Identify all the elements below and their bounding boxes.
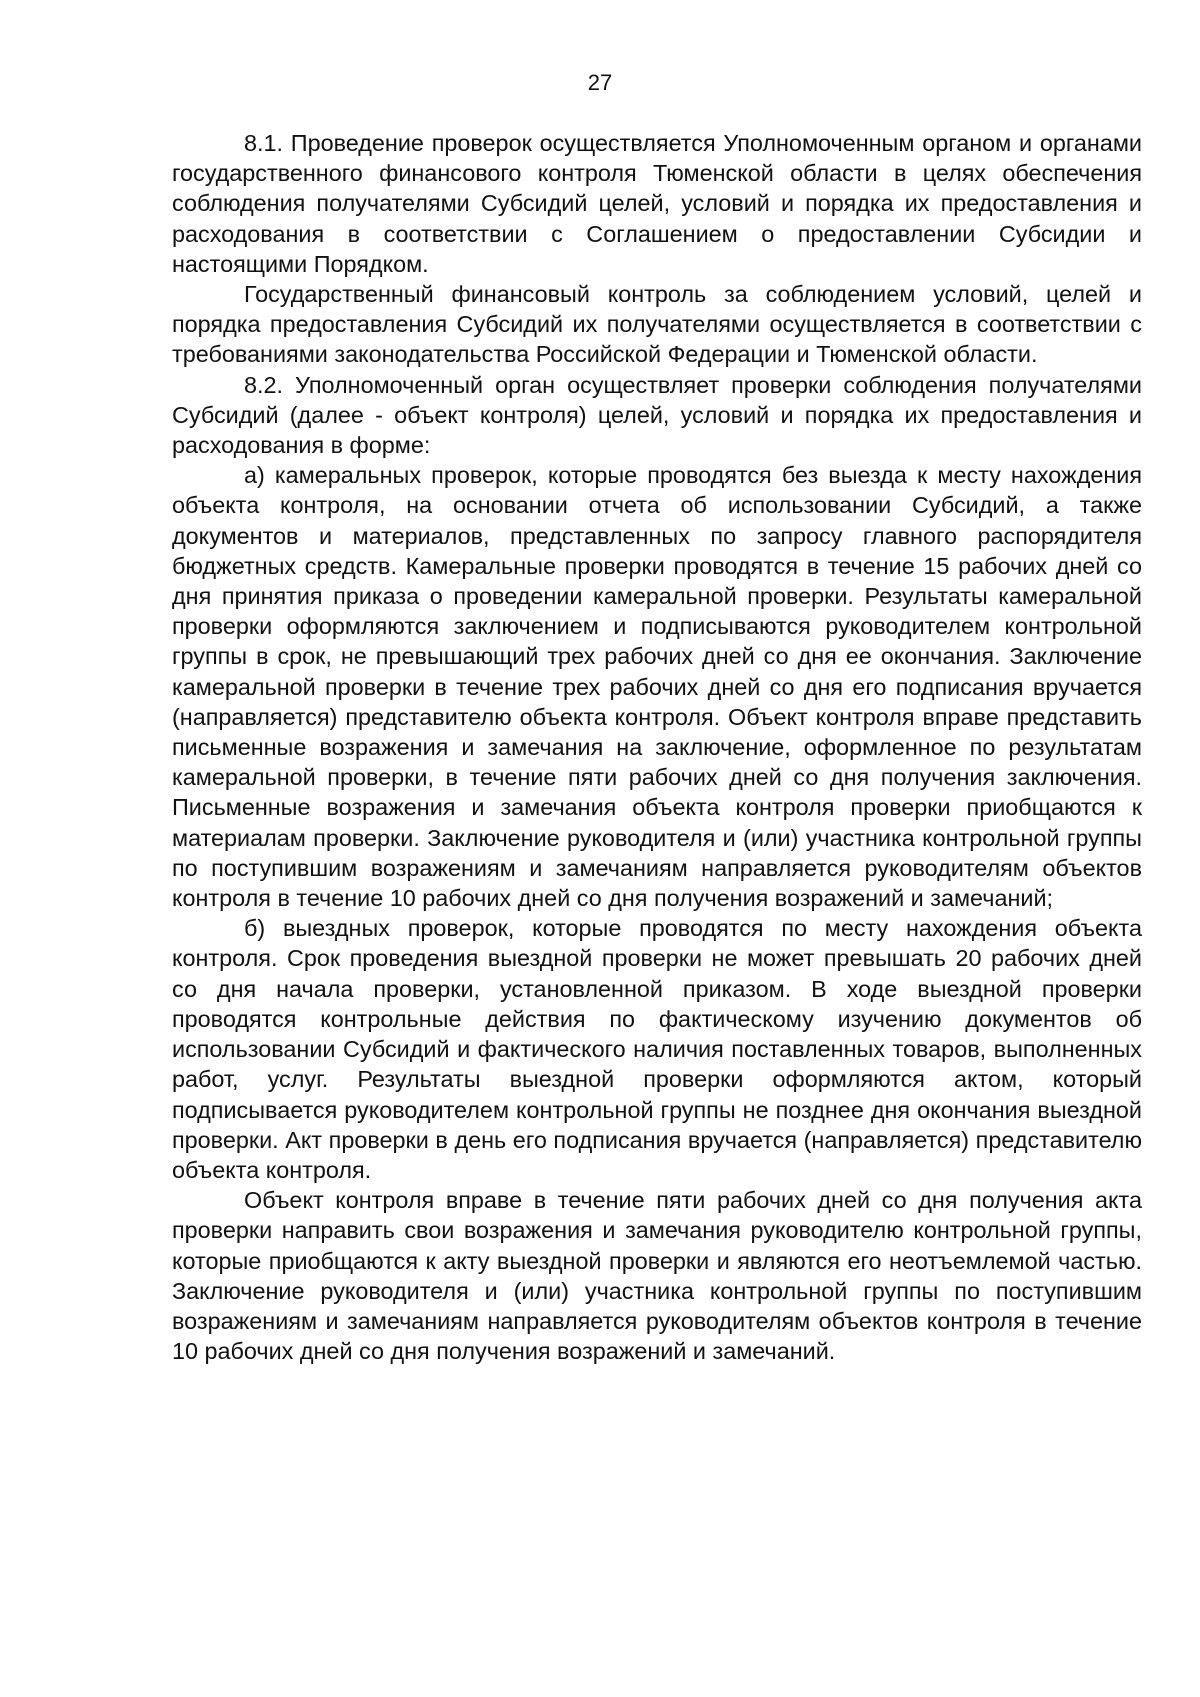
document-body — [172, 128, 1142, 1366]
paragraph-8-1: 8.1. Проведение проверок осуществляется Уполномоченным органом и органами государственного финансового контроля Тюменской области в целях обеспечения соблюдения получателями Субсидий целей, условий и порядка их предоставления и расходования в соответствии с Соглашением о предоставлении Субсидии и настоящими Порядком. — [172, 130, 1142, 277]
page-number: 27 — [587, 70, 613, 95]
paragraph-objections: Объект контроля вправе в течение пяти рабочих дней со дня получения акта проверки направить свои возражения и замечания руководителю контрольной группы, которые приобщаются к акту выездной проверки и являются его неотъемлемой частью. Заключение руководителя и (или) участника контрольной группы по поступившим возражениям и замечаниям направляется руководителям объектов контроля в течение 10 рабочих дней со дня получения возражений и замечаний. — [172, 1187, 1142, 1365]
paragraph-8-2: 8.2. Уполномоченный орган осуществляет проверки соблюдения получателями Субсидий (далее - объект контроля) целей, условий и порядка их предоставления и расходования в форме: — [172, 371, 1142, 459]
paragraph-state-financial-control: Государственный финансовый контроль за соблюдением условий, целей и порядка предоставления Субсидий их получателями осуществляется в соответствии с требованиями законодательства Российской Федерации и Тюменской области. — [172, 281, 1142, 368]
paragraph-desk-audits: а) камеральных проверок, которые проводятся без выезда к месту нахождения объекта контроля, на основании отчета об использовании Субсидий, а также документов и материалов, представленных по запросу главного распорядителя бюджетных средств. Камеральные проверки проводятся в течение 15 рабочих дней со дня принятия приказа о проведении камеральной проверки. Результаты камеральной проверки оформляются заключением и подписываются руководителем контрольной группы в срок, не превышающий трех рабочих дней со дня ее окончания. Заключение камеральной проверки в течение трех рабочих дней со дня его подписания вручается (направляется) представителю объекта контроля. Объект контроля вправе представить письменные возражения и замечания на заключение, оформленное по результатам камеральной проверки, в течение пяти рабочих дней со дня получения заключения. Письменные возражения и замечания объекта контроля проверки приобщаются к материалам проверки. Заключение руководителя и (или) участника контрольной группы по поступившим возражениям и замечаниям направляется руководителям объектов контроля в течение 10 рабочих дней со дня получения возражений и замечаний; — [172, 462, 1142, 912]
paragraph-field-audits: б) выездных проверок, которые проводятся по месту нахождения объекта контроля. Срок проведения выездной проверки не может превышать 20 рабочих дней со дня начала проверки, установленной приказом. В ходе выездной проверки проводятся контрольные действия по фактическому изучению документов об использовании Субсидий и фактического наличия поставленных товаров, выполненных работ, услуг. Результаты выездной проверки оформляются актом, который подписывается руководителем контрольной группы не позднее дня окончания выездной проверки. Акт проверки в день его подписания вручается (направляется) представителю объекта контроля. — [172, 915, 1142, 1183]
